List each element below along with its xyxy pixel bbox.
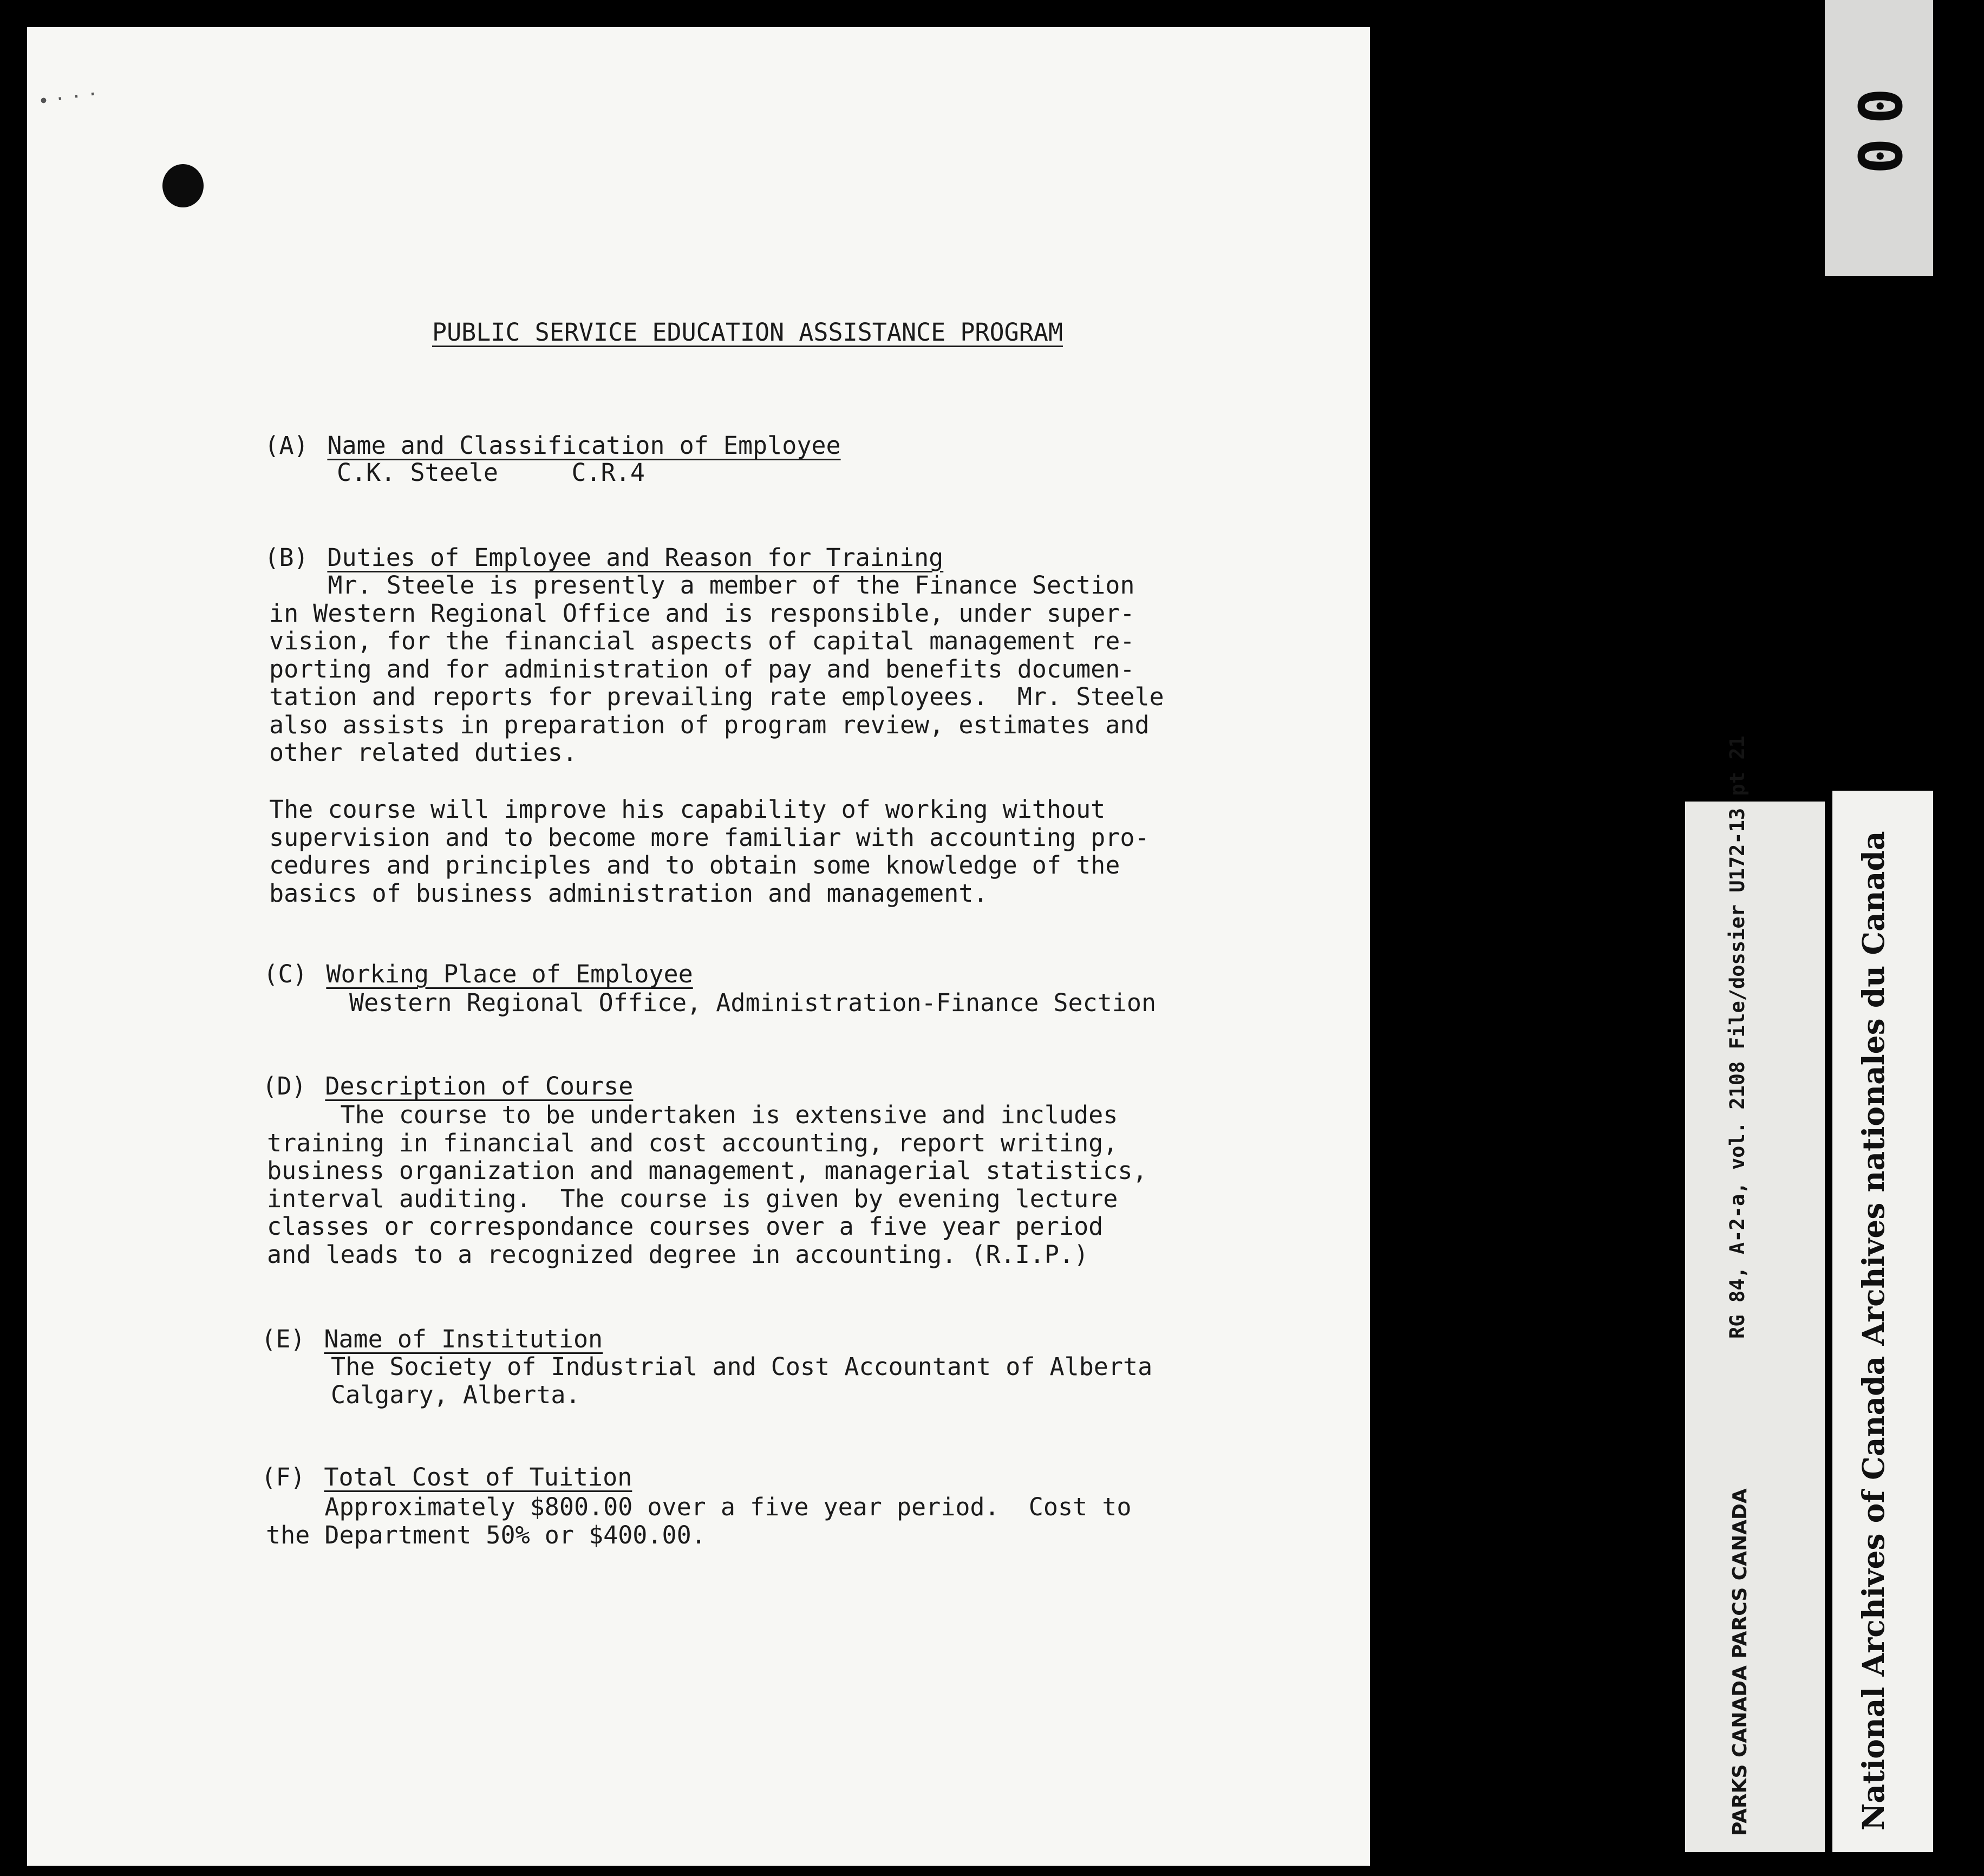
frame-number: 00 [1844, 88, 1914, 188]
section-e-letter: (E) [261, 1325, 305, 1353]
archive-reference: RG 84, A-2-a, vol. 2108 File/dossier U172-13 pt 21 [1726, 735, 1749, 1339]
section-d-title: Description of Course [325, 1072, 634, 1100]
section-b-title: Duties of Employee and Reason for Training [327, 543, 944, 572]
punch-hole [162, 164, 204, 207]
paper-specks: •··· [36, 82, 106, 113]
typed-document-page [27, 27, 1370, 1866]
section-f-title: Total Cost of Tuition [324, 1463, 632, 1491]
section-a-title: Name and Classification of Employee [327, 431, 841, 460]
section-b-letter: (B) [264, 543, 309, 572]
section-b-body: Mr. Steele is presently a member of the Finance Section in Western Regional Office and is responsible, under super- vision, for the financial aspects of capital management re- porting and for administration of pay and benefits documen- tation and reports for prevailing rate employees. Mr. Steele also assists in preparation of program review, estimates and other related duties. [269, 571, 1164, 767]
section-a-body: C.K. Steele C.R.4 [337, 458, 645, 487]
parks-canada-label-strip [1685, 735, 1825, 1852]
section-c-title: Working Place of Employee [326, 960, 693, 988]
section-a-letter: (A) [264, 431, 309, 460]
parks-canada-label: PARKS CANADA PARCS CANADA [1729, 1488, 1751, 1836]
section-c-body: Western Regional Office, Administration-Finance Section [349, 988, 1157, 1017]
national-archives-label-strip [1832, 791, 1933, 1852]
section-b-body-2: The course will improve his capability of working without supervision and to become more familiar with accounting pro- cedures and principles and to obtain some knowledge of the basics of business administration and management. [269, 795, 1150, 908]
section-c-letter: (C) [263, 960, 308, 988]
frame-number-tab [1825, 0, 1933, 276]
national-archives-label: National Archives of Canada Archives nationales du Canada [1856, 831, 1891, 1831]
section-e-body: The Society of Industrial and Cost Accountant of Alberta Calgary, Alberta. [331, 1352, 1153, 1409]
document-title: PUBLIC SERVICE EDUCATION ASSISTANCE PROGRAM [432, 318, 1063, 347]
section-f-body: Approximately $800.00 over a five year period. Cost to the Department 50% or $400.00. [266, 1493, 1132, 1549]
section-e-title: Name of Institution [324, 1325, 603, 1353]
section-d-letter: (D) [262, 1072, 306, 1100]
section-f-letter: (F) [261, 1463, 305, 1491]
section-d-body: The course to be undertaken is extensive and includes training in financial and cost accounting, report writing, business organization and management, managerial statistics, interval auditing. The course is given by evening lecture classes or correspondance courses over a five year period and leads to a recognized degree in accounting. (R.I.P.) [267, 1100, 1147, 1269]
